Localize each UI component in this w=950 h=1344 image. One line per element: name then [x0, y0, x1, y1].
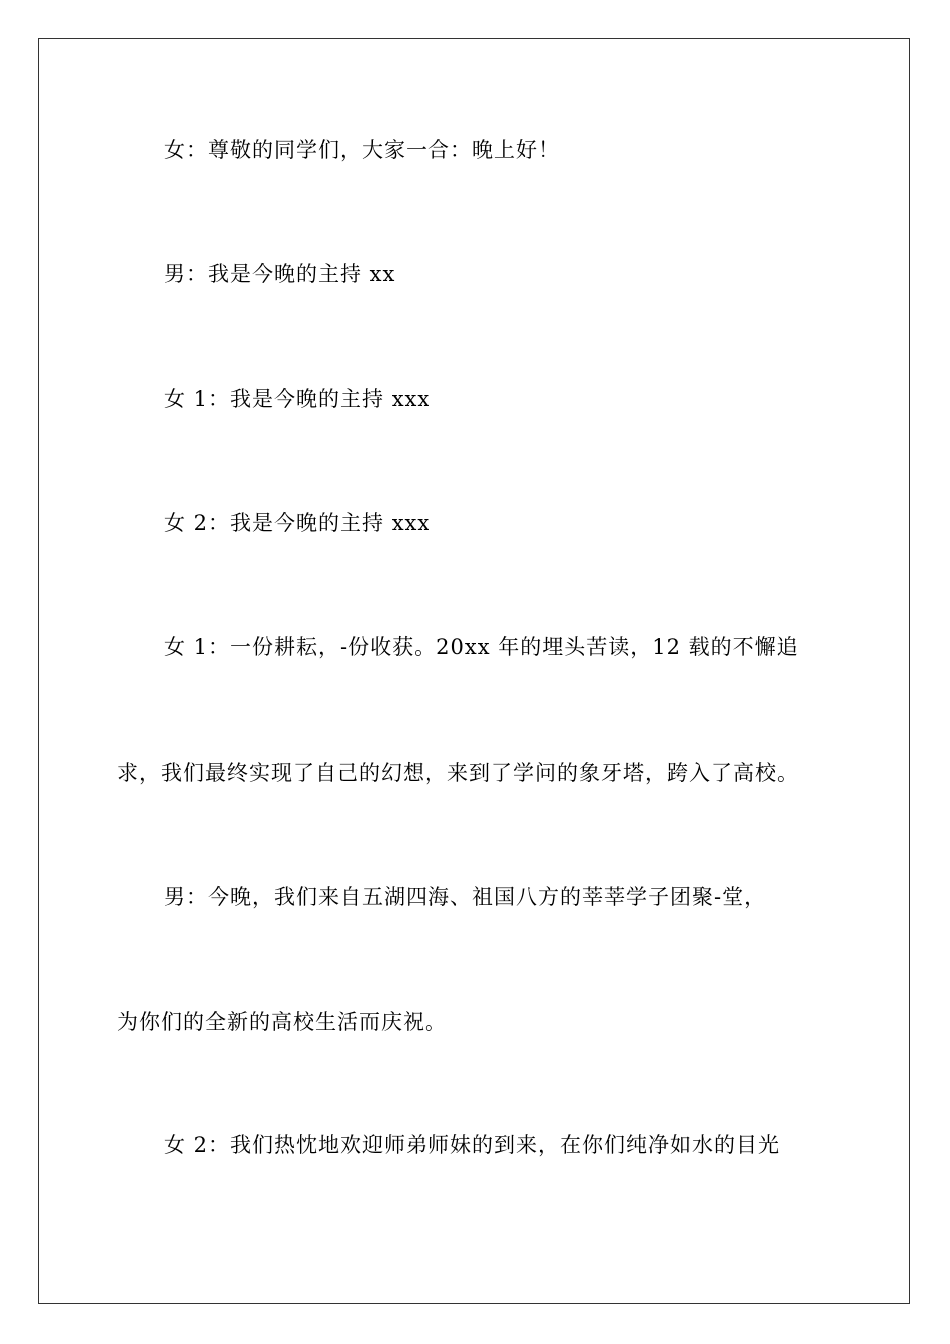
page-border [38, 38, 910, 1304]
dialogue-line-2: 男：我是今晚的主持 xx [164, 262, 396, 286]
dialogue-line-5-continued: 求，我们最终实现了自己的幻想，来到了学问的象牙塔，跨入了高校。 [117, 761, 799, 785]
dialogue-line-7: 女 2：我们热忱地欢迎师弟师妹的到来，在你们纯净如水的目光 [164, 1133, 781, 1157]
dialogue-line-5: 女 1：一份耕耘，-份收获。20xx 年的埋头苦读，12 载的不懈追 [164, 635, 799, 659]
dialogue-line-6-continued: 为你们的全新的高校生活而庆祝。 [117, 1010, 447, 1034]
dialogue-line-4: 女 2：我是今晚的主持 xxx [164, 511, 431, 535]
dialogue-line-1: 女：尊敬的同学们，大家一合：晚上好！ [164, 138, 560, 162]
dialogue-line-6: 男：今晚，我们来自五湖四海、祖国八方的莘莘学子团聚-堂， [164, 885, 767, 909]
dialogue-line-3: 女 1：我是今晚的主持 xxx [164, 387, 431, 411]
